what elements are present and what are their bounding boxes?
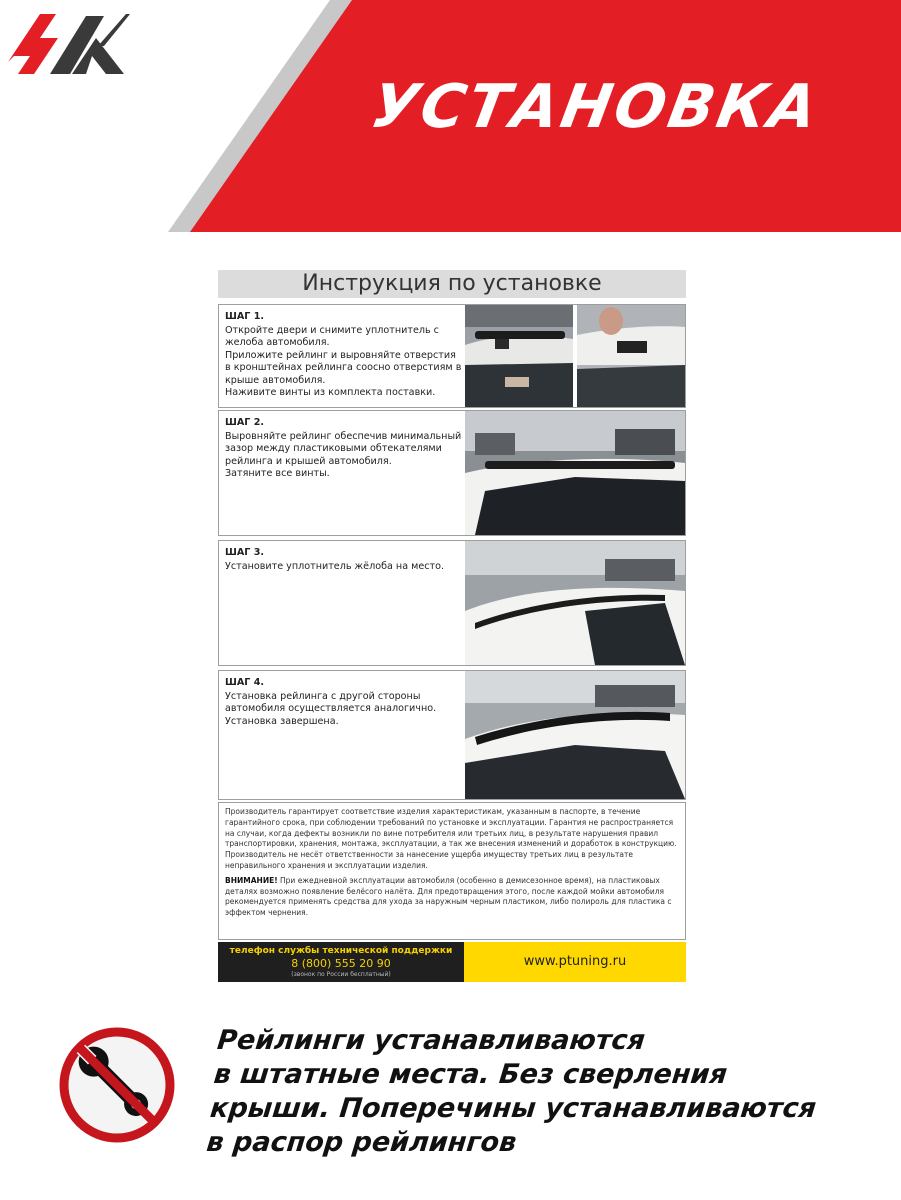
support-bar	[218, 942, 686, 982]
support-label: телефон службы технической поддержки	[229, 946, 453, 956]
step-label: ШАГ 2.	[225, 417, 265, 428]
instruction-title: Инструкция по установке	[218, 270, 686, 298]
brand-logo-icon	[0, 0, 130, 92]
step-card-1	[218, 304, 686, 408]
step-card-4	[218, 670, 686, 800]
step-card-2	[218, 410, 686, 536]
step-card-3	[218, 540, 686, 666]
warranty-box	[218, 802, 686, 940]
step-text: Выровняйте рейлинг обеспечив минимальный зазор между пластиковыми обтекателями рейлинга и крышей автомобиля. Затяните все винты.	[225, 430, 462, 479]
warning-label: ВНИМАНИЕ!	[225, 875, 278, 885]
website-link[interactable]: www.ptuning.ru	[464, 942, 686, 982]
support-note: (звонок по России бесплатный)	[291, 971, 391, 978]
step-text: Откройте двери и снимите уплотнитель с желоба автомобиля. Приложите рейлинг и выровняйте отверстия в кронштейнах рейлинга соосно отверстиям в крыше автомобиля. Наживите винты из комплекта поставки.	[225, 324, 462, 398]
step-text: Установка рейлинга с другой стороны автомобиля осуществляется аналогично. Установка завершена.	[225, 690, 437, 727]
step-text: Установите уплотнитель жёлоба на место.	[225, 560, 445, 572]
banner-title: УСТАНОВКА	[365, 72, 826, 142]
support-contact	[218, 942, 464, 982]
support-phone[interactable]: 8 (800) 555 20 90	[291, 957, 391, 970]
instruction-header	[218, 270, 686, 298]
step-3-photo	[465, 541, 685, 665]
bottom-notice: Рейлинги устанавливаются в штатные места. Без сверления крыши. Поперечины устанавливаются в распор рейлингов	[205, 1025, 818, 1158]
step-label: ШАГ 1.	[225, 311, 265, 322]
step-label: ШАГ 3.	[225, 547, 265, 558]
step-1-photo-b	[577, 305, 685, 407]
no-wrench-icon	[58, 1026, 176, 1144]
step-4-photo	[465, 671, 685, 799]
warranty-text: Производитель гарантирует соответствие изделия характеристикам, указанным в паспорте, в течение гарантийного срока, при соблюдении требований по установке и эксплуатации. Гарантия не распространяется на случаи, когда дефекты возникли по вине потребителя или третьих лиц, в результате нарушения правил транспортировки, хранения, монтажа, эксплуатации, а так же внесения изменений и доработок в конструкцию. Производитель не несёт ответственности за нанесение ущерба имуществу третьих лиц в результате неправильного хранения и эксплуатации изделия.	[225, 807, 677, 870]
step-2-photo	[465, 411, 685, 535]
step-label: ШАГ 4.	[225, 677, 265, 688]
step-1-photo-a	[465, 305, 573, 407]
header-banner	[0, 0, 901, 232]
warning-text: При ежедневной эксплуатации автомобиля (особенно в демисезонное время), на пластиковых деталях возможно появление белёсого налёта. Для предотвращения этого, после каждой мойки автомобиля рекомендуется применять средства для ухода за наружным черным пластиком, либо полироль для пластика с эффектом чернения.	[225, 875, 672, 918]
